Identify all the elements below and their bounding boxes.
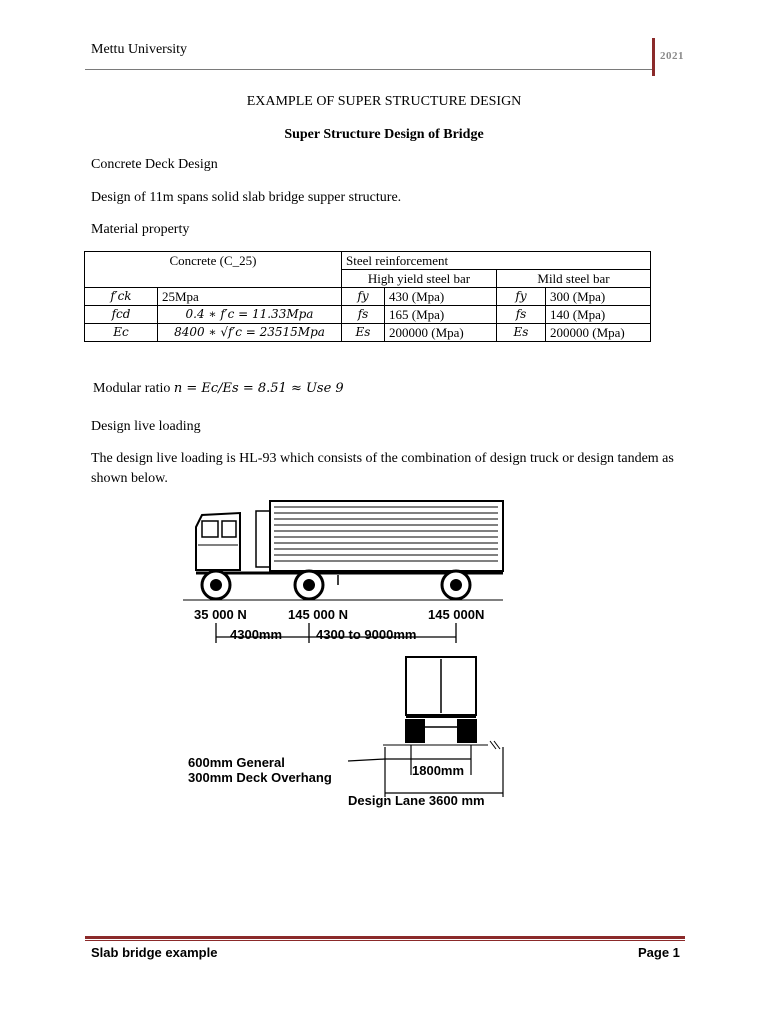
truck-side-view bbox=[183, 501, 503, 600]
table-cell: fy bbox=[497, 288, 546, 306]
concrete-header: Concrete (C_25) bbox=[85, 252, 342, 288]
spacing-dim-1: 4300mm bbox=[230, 627, 283, 642]
header-accent-bar bbox=[652, 38, 655, 76]
axle-load-1: 35 000 N bbox=[194, 607, 247, 622]
document-subheading: Super Structure Design of Bridge bbox=[284, 127, 484, 142]
steel-header: Steel reinforcement bbox=[342, 252, 651, 270]
table-cell: 200000 (Mpa) bbox=[385, 324, 497, 342]
table-row bbox=[85, 288, 651, 306]
table-row bbox=[85, 306, 651, 324]
live-loading-title: Design live loading bbox=[91, 419, 201, 434]
table-row bbox=[85, 324, 651, 342]
design-lane-label: Design Lane 3600 mm bbox=[348, 793, 485, 808]
axle-load-2: 145 000 N bbox=[288, 607, 348, 622]
wheel-gap-label: 1800mm bbox=[412, 763, 465, 778]
table-cell: 8400 ∗ √f′c = 23515Mpa bbox=[158, 324, 342, 342]
deck-overhang: 300mm Deck Overhang bbox=[188, 770, 332, 785]
header-rule bbox=[85, 69, 653, 70]
document-heading: EXAMPLE OF SUPER STRUCTURE DESIGN bbox=[246, 94, 522, 109]
page-number: Page 1 bbox=[638, 945, 680, 960]
section-title-deck: Concrete Deck Design bbox=[91, 157, 218, 172]
hl93-truck-figure bbox=[178, 497, 518, 817]
footer-title: Slab bridge example bbox=[91, 945, 218, 960]
table-cell: fy bbox=[342, 288, 385, 306]
table-cell: 430 (Mpa) bbox=[385, 288, 497, 306]
table-cell: 0.4 ∗ f′c = 11.33Mpa bbox=[158, 306, 342, 324]
material-table bbox=[84, 251, 651, 342]
mild-steel-header: Mild steel bar bbox=[497, 270, 651, 288]
table-cell: fs bbox=[497, 306, 546, 324]
high-yield-header: High yield steel bar bbox=[342, 270, 497, 288]
table-cell: 165 (Mpa) bbox=[385, 306, 497, 324]
table-cell: fcd bbox=[85, 306, 158, 324]
live-loading-paragraph: The design live loading is HL-93 which consists of the combination of design truck or design tandem as shown below. bbox=[91, 451, 674, 486]
modular-ratio-label: Modular ratio bbox=[93, 381, 171, 396]
table-cell: f′ck bbox=[85, 288, 158, 306]
table-cell: 200000 (Mpa) bbox=[546, 324, 651, 342]
table-cell: Es bbox=[342, 324, 385, 342]
table-cell: 140 (Mpa) bbox=[546, 306, 651, 324]
table-cell: Es bbox=[497, 324, 546, 342]
table-cell: fs bbox=[342, 306, 385, 324]
table-cell: 300 (Mpa) bbox=[546, 288, 651, 306]
table-row bbox=[85, 252, 651, 270]
modular-ratio-formula: n = Ec/Es = 8.51 ≈ Use 9 bbox=[173, 381, 344, 396]
modular-ratio bbox=[93, 380, 344, 398]
truck-rear-view bbox=[383, 657, 500, 749]
general-clearance: 600mm General bbox=[188, 755, 285, 770]
table-cell: Ec bbox=[85, 324, 158, 342]
running-header: Mettu University bbox=[91, 42, 188, 57]
spacing-dim-2: 4300 to 9000mm bbox=[316, 627, 417, 642]
header-year: 2021 bbox=[660, 50, 684, 62]
material-title: Material property bbox=[91, 222, 190, 237]
table-cell: 25Mpa bbox=[158, 288, 342, 306]
axle-load-3: 145 000N bbox=[428, 607, 485, 622]
footer-rule-thin bbox=[85, 940, 685, 941]
design-description: Design of 11m spans solid slab bridge supper structure. bbox=[91, 190, 402, 205]
footer-rule bbox=[85, 936, 685, 939]
